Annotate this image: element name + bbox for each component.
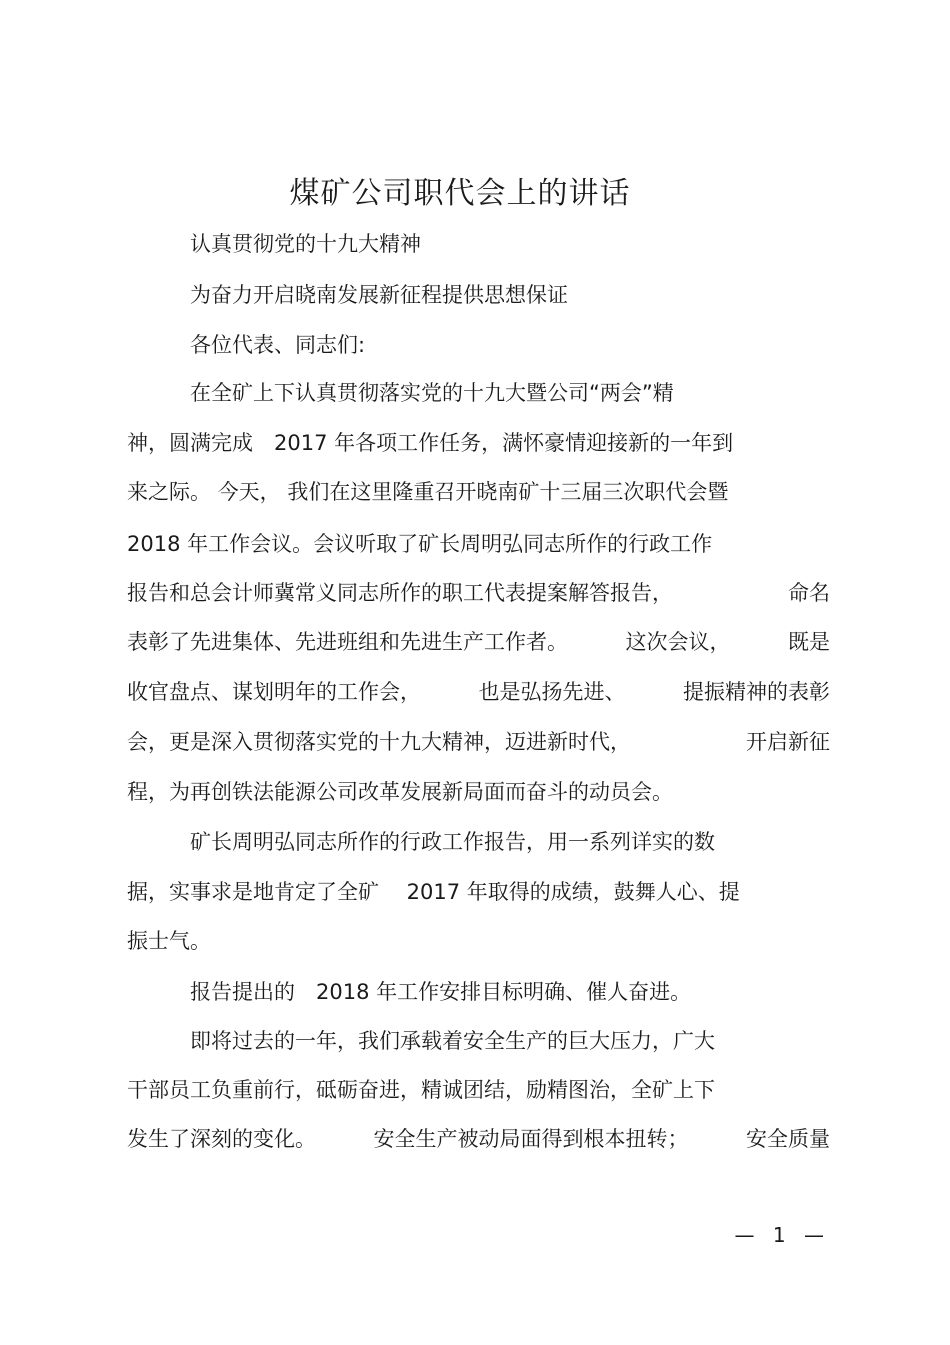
text-segment: 收官盘点、谋划明年的工作会， bbox=[127, 680, 421, 704]
salutation: 各位代表、同志们: bbox=[190, 333, 366, 357]
paragraph-line bbox=[127, 1124, 830, 1154]
paragraph-line: 即将过去的一年，我们承载着安全生产的巨大压力，广大 bbox=[190, 1029, 715, 1053]
text-segment: 开启新征 bbox=[746, 730, 830, 754]
text-segment: 发生了深刻的变化。 bbox=[127, 1127, 316, 1151]
text-segment: 命名 bbox=[788, 581, 830, 605]
text-segment: 也是弘扬先进、 bbox=[478, 680, 626, 704]
paragraph-line: 2018 年工作会议。会议听取了矿长周明弘同志所作的行政工作 bbox=[127, 532, 713, 556]
paragraph-line: 矿长周明弘同志所作的行政工作报告，用一系列详实的数 bbox=[190, 830, 715, 854]
text-segment: 安全生产被动局面得到根本扭转； bbox=[373, 1127, 689, 1151]
paragraph-line: 振士气。 bbox=[127, 929, 211, 953]
page-number: — 1 — bbox=[734, 1223, 830, 1247]
paragraph-line: 据，实事求是地肯定了全矿 2017 年取得的成绩，鼓舞人心、提 bbox=[127, 880, 740, 904]
paragraph-line: 来之际。 今天， 我们在这里隆重召开晓南矿十三届三次职代会暨 bbox=[127, 480, 729, 504]
text-segment: 报告和总会计师冀常义同志所作的职工代表提案解答报告， bbox=[127, 581, 673, 605]
paragraph-line bbox=[127, 578, 830, 608]
subtitle-line-1: 认真贯彻党的十九大精神 bbox=[190, 232, 421, 256]
text-segment: 提振精神的表彰 bbox=[683, 680, 830, 704]
paragraph-line bbox=[127, 727, 830, 757]
subtitle-line-2: 为奋力开启晓南发展新征程提供思想保证 bbox=[190, 283, 568, 307]
paragraph-line: 在全矿上下认真贯彻落实党的十九大暨公司“两会”精 bbox=[190, 381, 674, 405]
text-segment: 既是 bbox=[788, 630, 830, 654]
text-segment: 表彰了先进集体、先进班组和先进生产工作者。 bbox=[127, 630, 568, 654]
text-segment: 会，更是深入贯彻落实党的十九大精神，迈进新时代， bbox=[127, 730, 631, 754]
paragraph-line bbox=[127, 627, 830, 657]
paragraph-line: 干部员工负重前行，砥砺奋进，精诚团结，励精图治，全矿上下 bbox=[127, 1078, 715, 1102]
paragraph-line: 程，为再创铁法能源公司改革发展新局面而奋斗的动员会。 bbox=[127, 780, 673, 804]
paragraph-line: 报告提出的 2018 年工作安排目标明确、催人奋进。 bbox=[190, 980, 692, 1004]
paragraph-line bbox=[127, 677, 830, 707]
paragraph-line: 神，圆满完成 2017 年各项工作任务，满怀豪情迎接新的一年到 bbox=[127, 431, 734, 455]
document-title: 煤矿公司职代会上的讲话 bbox=[289, 176, 631, 211]
text-segment: 安全质量 bbox=[746, 1127, 830, 1151]
text-segment: 这次会议， bbox=[625, 630, 731, 654]
